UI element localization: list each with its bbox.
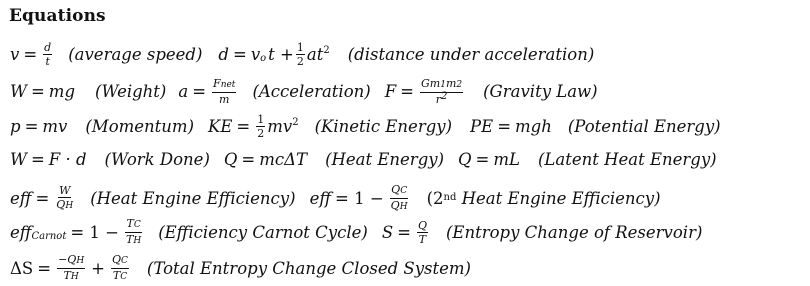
page-title: Equations [9,6,106,26]
symbol: KE [208,116,233,136]
fraction [43,42,52,67]
equation-row-1 [10,42,594,67]
equals-sign: = [192,81,207,101]
label-momentum: (Momentum) [85,116,195,136]
fraction [212,78,236,105]
fraction: $\frac{QC}{QH}$ [390,183,408,212]
fraction: $\frac{Q}{T}$ [417,219,427,246]
label-potential-energy: (Potential Energy) [567,116,721,136]
equation-heat-engine-efficiency: eff = $\frac{W}{QH}$ [10,184,74,211]
fraction-denominator: t [45,55,50,68]
equation-row-6 [10,218,702,247]
label-weight: (Weight) [95,81,167,101]
equation-heat-energy: Q = mcΔT [223,150,308,169]
equation-weight [10,82,75,102]
equation-gravity [385,78,465,105]
fraction [296,42,305,67]
equation-row-2 [10,78,598,105]
subscript: net [220,80,236,90]
label-carnot-efficiency: (Efficiency Carnot Cycle) [158,222,368,242]
equation-row-3 [10,114,721,139]
symbol: v [10,44,20,64]
symbol: p [10,116,21,136]
equals-sign: = [30,81,45,101]
equation-second-heat-engine-efficiency: eff = 1 − $\frac{QC}{QH}$ [309,183,408,212]
label-distance: (distance under acceleration) [347,44,595,64]
fraction-numerator: 1 [296,41,304,54]
expression: mg [48,81,76,101]
equation-carnot-efficiency: eff $_{Carnot}$ = 1 − $\frac{TC}{TH}$ [10,217,142,246]
equation-row-7 [10,254,471,283]
equation-momentum [10,117,67,137]
fraction: $\frac{QC}{TC}$ [112,253,128,282]
symbol: v [250,44,261,64]
equation-distance: d = v $_o$ t + $\frac{1}{2}$ at $^2$ [218,41,330,68]
fraction: $\frac{1}{2}$ [257,113,265,140]
label-latent-heat: (Latent Heat Energy) [537,150,717,169]
label-heat-engine-efficiency: (Heat Engine Efficiency) [90,188,296,208]
fraction-numerator: F [213,77,221,90]
fraction-numerator: d [44,41,52,54]
equation-potential-energy [470,117,552,137]
fraction: $\frac{Gm1m2}{r^2}$ [421,77,463,106]
fraction-denominator: m [219,93,230,106]
equation-latent-heat: Q = mL [458,150,520,169]
label-average-speed: (average speed) [68,44,203,64]
symbol: W [10,81,27,101]
fraction: $\frac{W}{QH}$ [56,184,74,211]
equals-sign: = [236,116,251,136]
fraction: $\frac{-QH}{TH}$ [58,253,85,282]
fraction-denominator: 2 [296,55,304,68]
equation-average-speed [10,42,54,67]
expression: t + [268,44,294,64]
equation-kinetic-energy: KE = $\frac{1}{2}$ mv $^2$ [208,113,299,140]
equation-work-done: W = F · d [10,150,87,169]
fraction: $\frac{TC}{TH}$ [125,217,142,246]
expression: mv [267,116,293,136]
equals-sign: = [23,44,38,64]
expression: mgh [515,116,552,136]
label-work-done: (Work Done) [104,150,210,169]
expression: at [306,44,324,64]
label-entropy-reservoir: (Entropy Change of Reservoir) [445,222,703,242]
equals-sign: = [400,81,414,101]
label-gravity: (Gravity Law) [483,81,598,101]
label-acceleration: (Acceleration) [252,81,371,101]
equals-sign: = [24,116,39,136]
equation-entropy-reservoir: S = $\frac{Q}{T}$ [381,219,427,246]
equals-sign: = [232,44,247,64]
equation-row-5 [10,184,661,213]
label-kinetic-energy: (Kinetic Energy) [314,116,453,136]
label-heat-energy: (Heat Energy) [325,150,445,169]
equals-sign: = [497,116,512,136]
equation-acceleration [178,78,238,105]
label-second-heat-engine-efficiency: (2nd Heat Engine Efficiency) [426,188,661,208]
symbol: d [218,44,229,64]
expression: mv [42,116,68,136]
label-total-entropy: (Total Entropy Change Closed System) [146,258,471,278]
equation-row-4 [10,150,717,170]
symbol: PE [470,116,494,136]
symbol: a [178,81,189,101]
symbol: F [384,81,397,101]
equation-total-entropy: ΔS = $\frac{-QH}{TH}$ + $\frac{QC}{TC}$ [10,253,128,282]
